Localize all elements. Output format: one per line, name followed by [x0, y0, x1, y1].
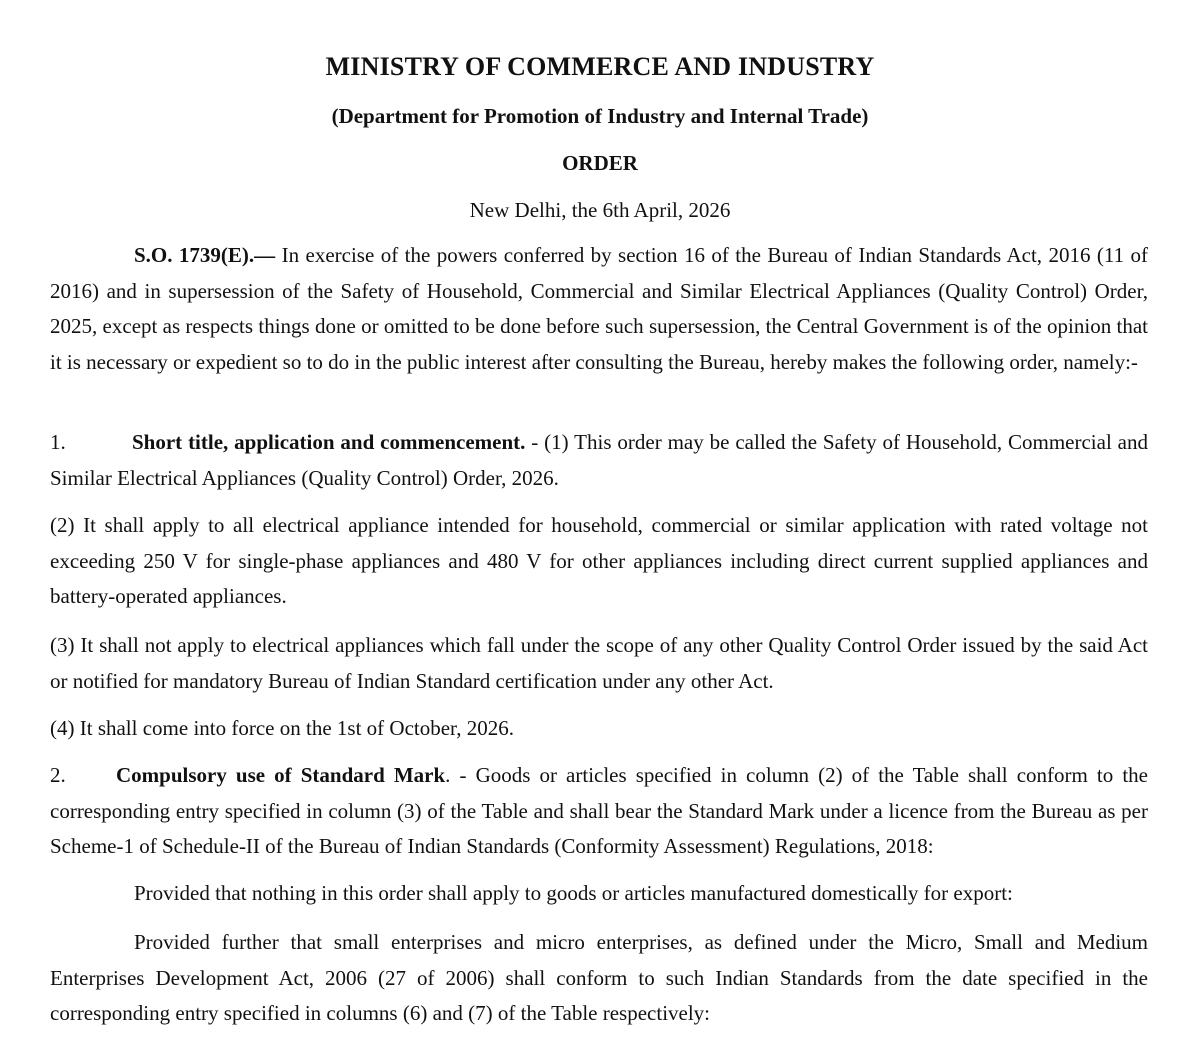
section-2-number: 2.: [50, 763, 66, 787]
section-2-text: . - Goods or articles specified in column (2) of the Table shall conform to the corresponding entry specified in column (3) of the Table and shall bear the Standard Mark under a licence from the Bureau as per Scheme-1 of Schedule-II of the Bureau of Indian Standards (Conformity Assessment) Regulations, 2018:: [50, 763, 1148, 858]
section-2-heading: Compulsory use of Standard Mark: [116, 763, 446, 787]
intro-text: In exercise of the powers conferred by section 16 of the Bureau of Indian Standards Act, 2016 (11 of 2016) and in supersession of the Safety of Household, Commercial and Similar Electrical Appliances (Quality Control) Order, 2025, except as respects things done or omitted to be done before such supersession, the Central Government is of the opinion that it is necessary or expedient so to do in the public interest after consulting the Bureau, hereby makes the following order, namely:-: [50, 243, 1149, 374]
section-1-sub-4: (4) It shall come into force on the 1st of October, 2026.: [50, 716, 514, 740]
section-2-paragraph: [50, 758, 1148, 865]
section-1-paragraph: [50, 425, 1148, 496]
section-1-sub-3: (3) It shall not apply to electrical appliances which fall under the scope of any other Quality Control Order issued by the said Act or notified for mandatory Bureau of Indian Standard certification under any other Act.: [50, 633, 1148, 693]
intro-paragraph: [50, 238, 1148, 380]
section-2-proviso-2: Provided further that small enterprises and micro enterprises, as defined under the Micro, Small and Medium Enterprises Development Act, 2006 (27 of 2006) shall conform to such Indian Standards from the date specified in the corresponding entry specified in columns (6) and (7) of the Table respectively:: [50, 930, 1148, 1025]
section-1-sub-2: (2) It shall apply to all electrical appliance intended for household, commercial or similar application with rated voltage not exceeding 250 V for single-phase appliances and 480 V for other appliances including direct current supplied appliances and battery-operated appliances.: [50, 513, 1148, 608]
section-1-heading: Short title, application and commencement.: [132, 430, 526, 454]
place-date: New Delhi, the 6th April, 2026: [469, 198, 731, 222]
section-2-proviso-1: Provided that nothing in this order shall apply to goods or articles manufactured domestically for export:: [134, 881, 1013, 905]
so-number: S.O. 1739(E).—: [134, 243, 276, 267]
department-heading: (Department for Promotion of Industry and Internal Trade): [331, 104, 869, 128]
section-1-number: 1.: [50, 430, 66, 454]
ministry-heading: MINISTRY OF COMMERCE AND INDUSTRY: [325, 52, 875, 81]
order-title: ORDER: [562, 151, 638, 175]
section-1-text: - (1) This order may be called the Safety of Household, Commercial and Similar Electrical Appliances (Quality Control) Order, 2026.: [50, 430, 1148, 490]
